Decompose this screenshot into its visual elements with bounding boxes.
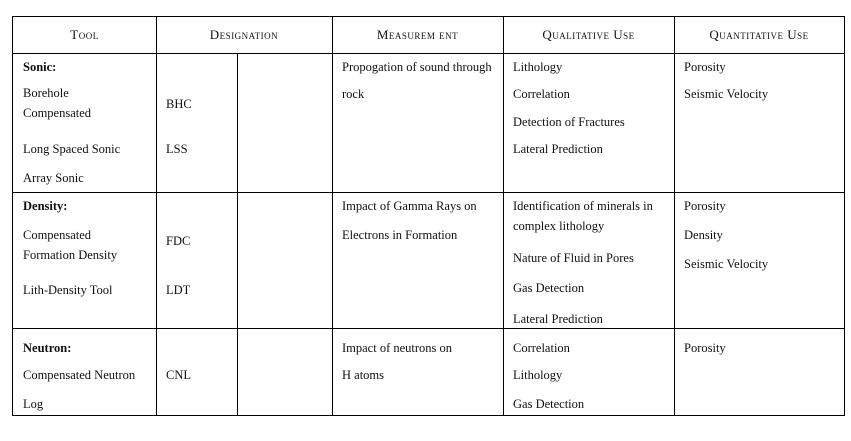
sonic-qualitative-4: Lateral Prediction: [513, 142, 603, 156]
density-quantitative-3: Seismic Velocity: [684, 257, 769, 271]
sonic-qualitative-1: Lithology: [513, 60, 563, 74]
neutron-quantitative-1: Porosity: [684, 341, 726, 355]
density-qualitative-1: Identification of minerals in: [513, 199, 653, 213]
neutron-qualitative-2: Lithology: [513, 368, 563, 382]
column-divider: [156, 17, 157, 415]
neutron-title: Neutron:: [23, 341, 72, 355]
sonic-quantitative-1: Porosity: [684, 60, 726, 74]
column-divider-sub: [237, 54, 238, 415]
header-qualitative-use: Qualitative Use: [542, 27, 635, 42]
density-tool-1-code: FDC: [166, 234, 191, 248]
density-qualitative-2: Nature of Fluid in Pores: [513, 251, 634, 265]
column-divider: [674, 17, 675, 415]
sonic-tool-1-code: BHC: [166, 97, 192, 111]
density-quantitative-1: Porosity: [684, 199, 726, 213]
sonic-tool-2: Long Spaced Sonic: [23, 142, 121, 156]
header-measurement: Measurem ent: [376, 27, 459, 42]
density-quantitative-2: Density: [684, 228, 723, 242]
sonic-tool-1-line2: Compensated: [23, 106, 92, 120]
neutron-measurement-line2: H atoms: [342, 368, 385, 382]
row-divider: [13, 328, 844, 329]
density-qualitative-4: Lateral Prediction: [513, 312, 603, 326]
sonic-qualitative-2: Correlation: [513, 87, 570, 101]
density-measurement-line2: Electrons in Formation: [342, 228, 458, 242]
sonic-tool-1: Borehole: [23, 86, 69, 100]
density-tool-1: Compensated: [23, 228, 92, 242]
density-title: Density:: [23, 199, 68, 213]
column-divider: [332, 17, 333, 415]
density-qualitative-1-line2: complex lithology: [513, 219, 605, 233]
header-tool: Tool: [70, 27, 99, 42]
sonic-title: Sonic:: [23, 60, 57, 74]
neutron-tool-1: Compensated Neutron: [23, 368, 136, 382]
density-qualitative-3: Gas Detection: [513, 281, 585, 295]
sonic-measurement-line2: rock: [342, 87, 365, 101]
neutron-qualitative-3: Gas Detection: [513, 397, 585, 411]
neutron-tool-1-line2: Log: [23, 397, 44, 411]
neutron-measurement: Impact of neutrons on: [342, 341, 453, 355]
column-divider: [503, 17, 504, 415]
density-tool-1-line2: Formation Density: [23, 248, 118, 262]
header-quantitative-use: Quantitative Use: [709, 27, 809, 42]
header-designation: Designation: [209, 27, 279, 42]
density-tool-2-code: LDT: [166, 283, 191, 297]
sonic-measurement: Propogation of sound through: [342, 60, 492, 74]
sonic-tool-2-code: LSS: [166, 142, 188, 156]
sonic-qualitative-3: Detection of Fractures: [513, 115, 625, 129]
density-measurement: Impact of Gamma Rays on: [342, 199, 477, 213]
neutron-tool-1-code: CNL: [166, 368, 191, 382]
row-divider: [13, 192, 844, 193]
header-divider: [13, 53, 844, 54]
density-tool-2: Lith-Density Tool: [23, 283, 113, 297]
sonic-quantitative-2: Seismic Velocity: [684, 87, 769, 101]
well-log-tools-table: [12, 16, 845, 416]
sonic-tool-3: Array Sonic: [23, 171, 84, 185]
neutron-qualitative-1: Correlation: [513, 341, 570, 355]
